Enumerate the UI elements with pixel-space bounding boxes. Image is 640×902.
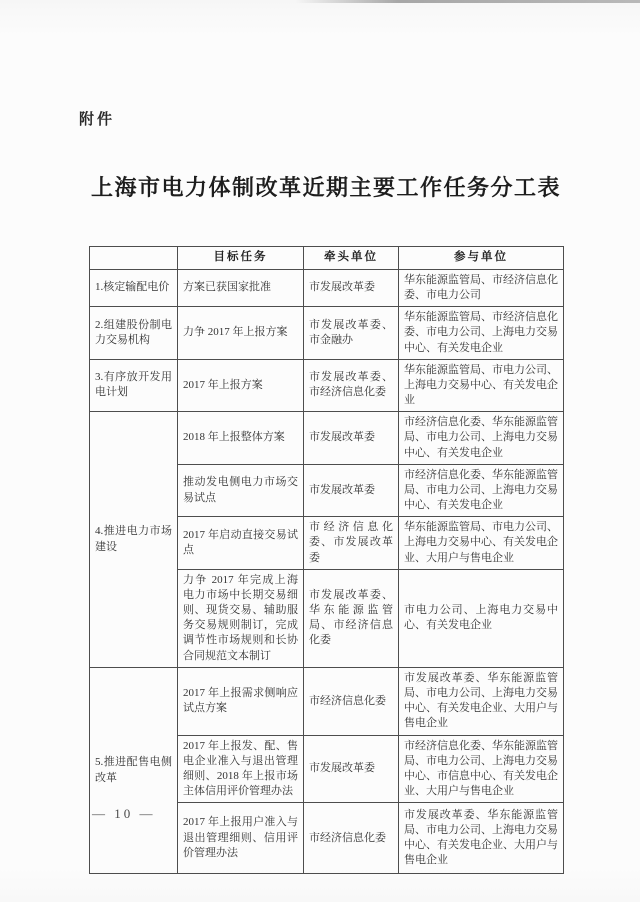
participants-cell: 市经济信息化委、华东能源监管局、市电力公司、上海电力交易中心、市信息中心、有关发电企业、大用户与售电企业 <box>399 735 564 803</box>
task-cell: 2017 年上报方案 <box>178 359 304 412</box>
table-row <box>90 359 564 412</box>
participants-cell: 华东能源监管局、市经济信息化委、市电力公司 <box>399 269 564 306</box>
task-cell: 2017 年上报用户准入与退出管理细则、信用评价管理办法 <box>178 803 304 874</box>
task-cell: 2017 年启动直接交易试点 <box>178 517 304 570</box>
table-row <box>90 307 564 360</box>
page-number: — 10 — <box>92 806 156 821</box>
lead-unit-cell: 市发展改革委 <box>304 412 399 465</box>
category-cell: 3.有序放开发用电计划 <box>90 359 178 412</box>
participants-cell: 市经济信息化委、华东能源监管局、市电力公司、上海电力交易中心、有关发电企业 <box>399 464 564 517</box>
table-header-row <box>90 247 564 270</box>
participants-cell: 华东能源监管局、市电力公司、上海电力交易中心、有关发电企业、大用户与售电企业 <box>399 517 564 570</box>
task-column-header: 目标任务 <box>178 247 304 270</box>
participants-cell: 华东能源监管局、市电力公司、上海电力交易中心、有关发电企业 <box>399 359 564 412</box>
task-cell: 2017 年上报需求侧响应试点方案 <box>178 667 304 735</box>
lead-unit-cell: 市发展改革委、市金融办 <box>304 307 399 360</box>
attachment-label: 附件 <box>79 112 116 128</box>
lead-unit-column-header: 牵头单位 <box>304 247 399 270</box>
participants-cell: 市发展改革委、华东能源监管局、市电力公司、上海电力交易中心、有关发电企业、大用户与售电企业 <box>399 667 564 735</box>
task-assignment-table <box>89 246 564 874</box>
category-cell: 5.推进配售电侧改革 <box>90 667 178 873</box>
category-cell: 4.推进电力市场建设 <box>90 412 178 668</box>
category-cell: 2.组建股份制电力交易机构 <box>90 307 178 360</box>
page-title: 上海市电力体制改革近期主要工作任务分工表 <box>90 175 561 200</box>
task-cell: 2017 年上报发、配、售电企业准入与退出管理细则、2018 年上报市场主体信用评价管理办法 <box>178 735 304 803</box>
table-row <box>90 412 564 465</box>
participants-cell: 市发展改革委、华东能源监管局、市电力公司、上海电力交易中心、有关发电企业、大用户与售电企业 <box>399 803 564 874</box>
task-cell: 推动发电侧电力市场交易试点 <box>178 464 304 517</box>
lead-unit-cell: 市发展改革委、市经济信息化委 <box>304 359 399 412</box>
lead-unit-cell: 市经济信息化委 <box>304 667 399 735</box>
lead-unit-cell: 市经济信息化委 <box>304 803 399 874</box>
participants-cell: 市电力公司、上海电力交易中心、有关发电企业 <box>399 569 564 667</box>
table-row <box>90 667 564 735</box>
participants-cell: 市经济信息化委、华东能源监管局、市电力公司、上海电力交易中心、有关发电企业 <box>399 412 564 465</box>
task-cell: 方案已获国家批准 <box>178 269 304 306</box>
lead-unit-cell: 市发展改革委 <box>304 735 399 803</box>
participants-column-header: 参与单位 <box>399 247 564 270</box>
participants-cell: 华东能源监管局、市经济信息化委、市电力公司、上海电力交易中心、有关发电企业 <box>399 307 564 360</box>
lead-unit-cell: 市发展改革委 <box>304 269 399 306</box>
scan-edge-artifact <box>295 0 640 3</box>
lead-unit-cell: 市发展改革委 <box>304 464 399 517</box>
category-column-header <box>90 247 178 270</box>
lead-unit-cell: 市经济信息化委、市发展改革委 <box>304 517 399 570</box>
category-cell: 1.核定输配电价 <box>90 269 178 306</box>
task-cell: 2018 年上报整体方案 <box>178 412 304 465</box>
task-cell: 力争 2017 年完成上海电力市场中长期交易细则、现货交易、辅助服务交易规则制订，完成调节性市场规则和长协合同规范文本制订 <box>178 569 304 667</box>
table-row <box>90 269 564 306</box>
lead-unit-cell: 市发展改革委、华东能源监管局、市经济信息化委 <box>304 569 399 667</box>
task-cell: 力争 2017 年上报方案 <box>178 307 304 360</box>
